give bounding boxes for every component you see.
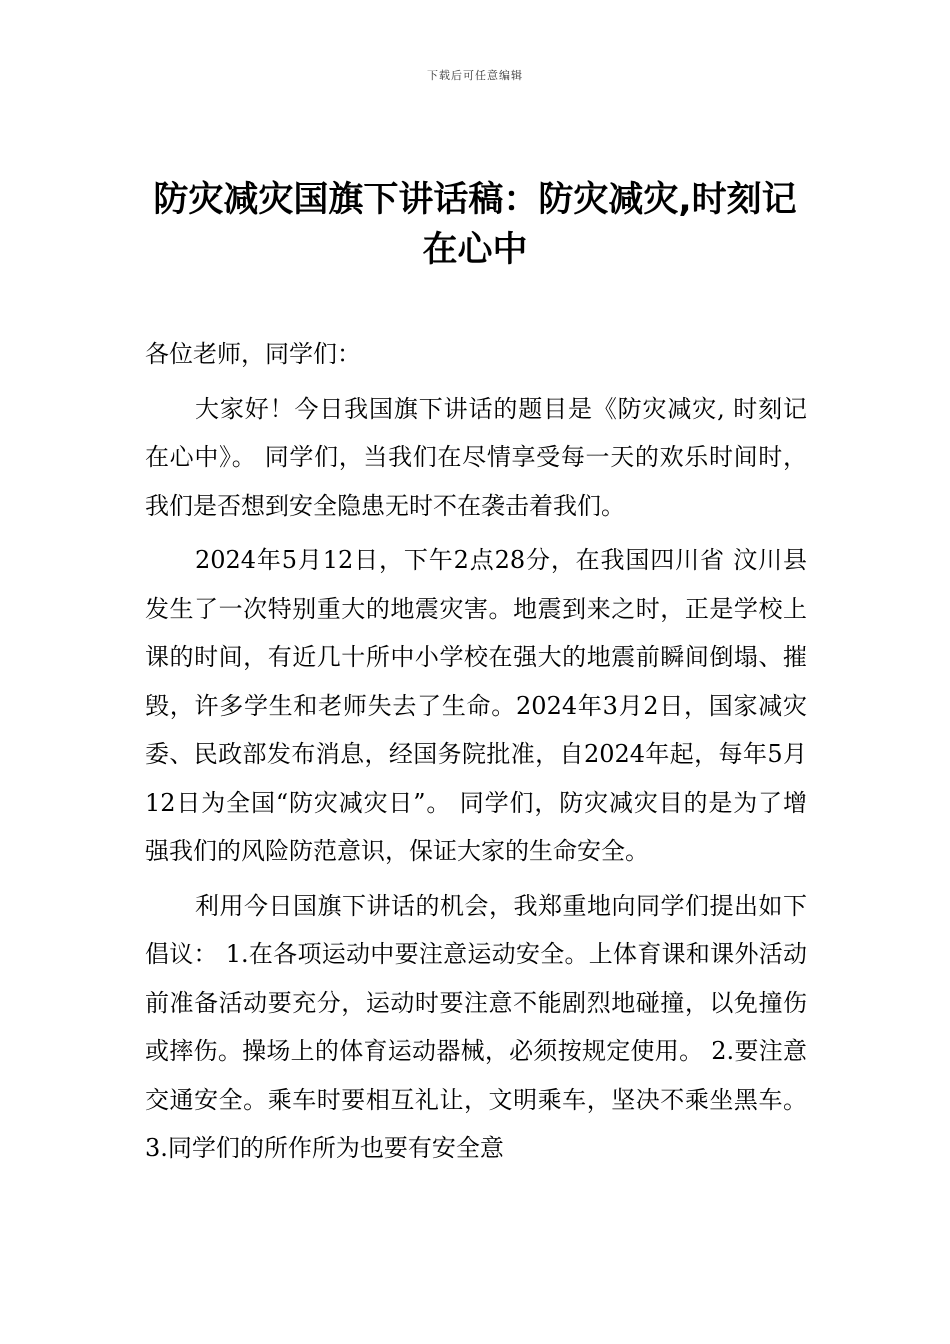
paragraph-proposals: 利用今日国旗下讲话的机会，我郑重地向同学们提出如下倡议： 1.在各项运动中要注意运动安全。上体育课和课外活动前准备活动要充分，运动时要注意不能剧烈地碰撞，以免撞伤或摔伤。操场上的体育运动器械，必须按规定使用。 2.要注意交通安全。乘车时要相互礼让，文明乘车，坚决不乘坐黑车。 3.同学们的所作所为也要有安全意 (145, 891, 807, 1162)
salutation: 各位老师，同学们： (145, 340, 361, 368)
document-body (145, 330, 807, 1173)
paragraph-intro: 大家好！今日我国旗下讲话的题目是《防灾减灾, 时刻记在心中》。 同学们，当我们在尽情享受每一天的欢乐时间时，我们是否想到安全隐患无时不在袭击着我们。 (145, 394, 807, 520)
paragraph-earthquake: 2024年5月12日，下午2点28分，在我国四川省 汶川县发生了一次特别重大的地震灾害。地震到来之时，正是学校上课的时间，有近几十所中小学校在强大的地震前瞬间倒塌、摧毁，许多学生和老师失去了生命。2024年3月2日，国家减灾委、民政部发布消息，经国务院批准，自2024年起，每年5月12日为全国“防灾减灾日”。 同学们，防灾减灾目的是为了增强我们的风险防范意识，保证大家的生命安全。 (145, 546, 807, 865)
document-title: 防灾减灾国旗下讲话稿：防灾减灾,时刻记在心中 (153, 180, 797, 270)
header-note: 下载后可任意编辑 (427, 69, 523, 82)
